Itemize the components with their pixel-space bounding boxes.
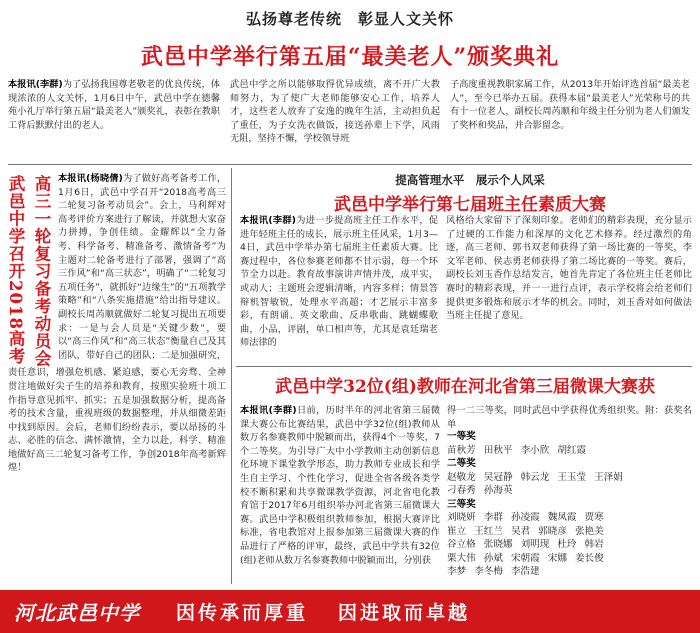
article2-text-upper [58, 172, 226, 362]
award-recipient: 孙凌霞 [510, 512, 540, 523]
article4-right-intro: 得一二三等奖，同时武邑中学获得优秀组织奖。附：获奖名单 [447, 405, 692, 430]
award-recipient: 崔立 [447, 525, 467, 537]
article2-text: 为了做好高考备考工作，1月6日，武邑中学召开“2018高考高三二轮复习备考动员会”。会上，马利辉对高考评价方案进行了解读，并就想大家奋力拼搏，争创佳绩。金耀辉以“全力备考、科学备考、精准备考、激情备考”为主题对二轮备考进行了部署，强调了“高三作风”和“高三状态”，明确了“二轮复习五项任务”，就抓好“边缘生”的“五项教学策略”和“八条实施措施”给出指导建议。副校长周芮顺就做好二轮复习提出五项要求：一是与会人员是“关键少数”，要以“高三作风”和“高三状态”衡量自己及其团队，带好自己的团队；二是加强研究， [58, 173, 226, 361]
section-divider [8, 164, 692, 165]
article3-headline: 武邑中学举行第七届班主任素质大赛 [334, 195, 606, 215]
award-recipient: 贾寒 [584, 512, 604, 523]
award-recipient: 杜玲 [557, 539, 577, 550]
article1-column-3 [450, 78, 690, 160]
award-recipient: 宋娜 [547, 552, 567, 564]
article3-text-left: 为进一步提高班主任工作水平，促进年轻班主任的成长，展示班主任风采，1月3—4日，武邑中学举办第七届班主任素质大赛。比赛过程中，各位参赛老师都不甘示弱，每一个环节全力以赴。教育故事演讲声情并茂，成平实，或动人；主题班会逻辑清晰，内容多样；情景答辩机智敏锐，处理水平高超；才艺展示丰富多彩，有朗诵、英文歌曲、反串歌曲、跳蝴蝶歌曲，小品，评剧，单口相声等，尤其是袁廷瑞老师法律的 [240, 215, 438, 349]
award-recipient: 胡红霞 [557, 444, 587, 456]
award-grade: 三等奖 [447, 498, 476, 510]
award-recipient: 魏凤霞 [547, 512, 577, 523]
article1-col1-text: 为了弘扬我国尊老敬老的优良传统，体现浓浓的人文关怀，1月6日中午，武邑中学在德馨苑小礼厅举行第五届“最美老人”颁奖礼，表彰在教职工背后默默付出的老人。 [8, 79, 220, 131]
section-divider-2 [236, 366, 692, 367]
award-recipient: 赵敬龙 [447, 471, 476, 483]
award-recipient: 谷立格 [447, 539, 476, 550]
article3-kicker: 提高管理水平 展示个人风采 [395, 173, 545, 187]
school-logo-text: 河北武邑中学 [14, 601, 140, 625]
slogan-2: 因进取而卓越 [338, 602, 471, 624]
article4-column-left [240, 404, 440, 584]
article2-byline: 本报讯(杨晓倩) [58, 173, 123, 184]
award-recipient: 韩云龙 [520, 471, 550, 483]
award-names-row [447, 471, 695, 485]
article3-text-right: 风格给大家留下了深刻印象。老师们的精彩表现，充分显示了过硬的工作能力和深厚的文化艺术修养。经过激烈的角逐，高三老师、郭书双老师获得了第一场比赛的一等奖，李文军老师、侯志勇老师获得了第二场比赛的一等奖。赛后，副校长刘玉香作总结发言，她首先肯定了各位班主任老师比赛时的精彩表现，并一一进行点评，表示学校将会给老师们提供更多锻炼和展示才华的机会。同时，刘玉香对如何做法当班主任提了意见。 [446, 215, 692, 322]
article3-column-left [240, 214, 438, 362]
article1-col3-text: 子高度重视教职家属工作，从2013年开始评选首届“最美老人”，至今已举办五届。获得本届“最美老人”光荣称号的共有十一位老人，副校长周芮顺和年级主任分别为老人们颁发了奖杯和奖品，并合影留念。 [450, 79, 690, 131]
award-names-row [447, 565, 695, 579]
award-names-row [447, 525, 695, 539]
footer-banner [0, 590, 700, 633]
award-recipient: 姜长俊 [574, 552, 604, 564]
article1-kicker: 弘扬尊老传统 彰显人文关怀 [245, 10, 454, 28]
award-names-row [447, 552, 695, 566]
article4-intro-right [447, 404, 692, 432]
award-recipient: 刘晓妍 [447, 512, 476, 523]
award-recipient: 孙斌 [483, 552, 503, 564]
award-recipient: 韩岩 [584, 539, 604, 550]
award-names-row [447, 511, 695, 525]
award-recipient: 李冬梅 [474, 566, 503, 577]
award-recipient: 苗秋芳 [447, 444, 476, 456]
award-names-row [447, 484, 695, 498]
slogan-1: 因传承而厚重 [176, 602, 309, 624]
award-recipient: 李浩建 [510, 566, 540, 577]
article1-headline: 武邑中学举行第五届“最美老人”颁奖典礼 [140, 44, 560, 70]
article1-column-2 [230, 78, 440, 160]
award-recipient: 李小欣 [520, 444, 550, 456]
award-recipient: 李梦 [447, 566, 467, 577]
award-recipient: 宋朝霞 [510, 552, 540, 564]
article2-text-lower [8, 366, 226, 584]
award-recipient: 孙海英 [483, 485, 513, 496]
award-recipient: 刁春秀 [447, 485, 476, 496]
award-recipient: 张艳美 [574, 525, 604, 537]
award-recipient: 王玉莹 [557, 471, 587, 483]
award-names-row [447, 444, 695, 458]
award-list [447, 430, 695, 579]
article4-text: 日前，历时半年的河北省第三届微课大赛公布比赛结果，武邑中学32位(组)教师从数万名参赛教师中脱颖而出，获得4个一等奖，7个二等奖。为引导广大中小学教师主动创新信息化环境下课堂教学形态，助力教师专业成长和学生自主学习、个性化学习，促进全省各级各类学校不断积累和共享微课教学资源，河北省电化教育馆于2017年6月组织举办河北省第三届微课大赛。武邑中学积极组织教师参加，根据大赛评比标准，省电教馆对上报参加第三届微课大赛的作品进行了严格的评审，最终，武邑中学共有32位(组)老师从数万名参赛教师中脱颖而出，分别获 [240, 405, 440, 566]
award-names-row [447, 538, 695, 552]
article4-headline: 武邑中学32位(组)教师在河北省第三届微课大赛获 [275, 377, 655, 397]
article2-headline-line-1: 高三一轮复习备考动员会 [32, 175, 51, 368]
article2-headline-line-2: 武邑中学召开2018高考 [6, 175, 25, 365]
award-grade: 一等奖 [447, 431, 476, 442]
article1-column-1 [8, 78, 220, 160]
award-recipient: 王泽娟 [594, 471, 623, 483]
article3-byline: 本报讯(李群) [240, 215, 297, 226]
award-grade: 二等奖 [447, 458, 476, 469]
award-recipient: 吴冠静 [483, 471, 513, 483]
award-recipient: 栗大伟 [447, 552, 476, 564]
award-recipient: 郭晓彦 [538, 525, 567, 537]
article3-column-right [446, 214, 692, 362]
award-recipient: 李群 [483, 512, 503, 523]
article1-col2-text: 武邑中学之所以能够取得优异成绩，离不开广大教师努力，为了使广大老师能够安心工作，培养人才，这些老人放弃了安逸的晚年生活，主动担负起了重任，为子女洗衣做饭，接送孙辈上下学，风雨无阻，坚持不懈，学校领导班 [230, 79, 440, 145]
award-recipient: 刘明现 [520, 539, 550, 550]
award-recipient: 田秋平 [483, 444, 513, 456]
article4-byline: 本报讯(李群) [240, 405, 297, 416]
award-recipient: 吴君 [510, 525, 531, 537]
award-recipient: 王红兰 [474, 525, 503, 537]
article2-text-continued: 责任意识，增强危机感、紧迫感，要心无旁骛、全神贯注地做好尖子生的培养和教育，按照实验班十项工作指导意见抓牢、抓实；五是加强数据分析，提高备考的技术含量，重视班级的数据整理，并从细微差距中找到原因。会后，老师们纷纷表示，要以昂扬的斗志、必胜的信念、满怀激情，全力以赴，科学、精准地做好高三二轮复习备考工作，争创2018年高考新辉煌！ [8, 367, 226, 474]
article1-byline: 本报讯(李群) [8, 79, 63, 90]
award-recipient: 张晓娜 [483, 539, 513, 550]
